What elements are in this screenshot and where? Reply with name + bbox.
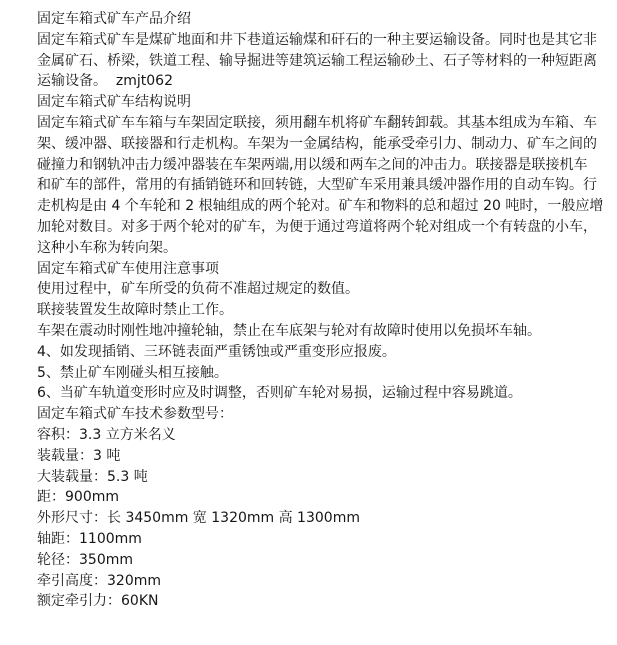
structure-text-line: 走机构是由 4 个车轮和 2 根轴组成的两个轮对。矿车和物料的总和超过 20 吨时，一般应增 <box>37 198 604 215</box>
structure-text-line: 碰撞力和钢轨冲击力缓冲器装在车架两端,用以缓和两车之间的冲击力。联接器是联接机车 <box>37 156 588 173</box>
spec-line-gauge: 距：900mm <box>37 489 119 506</box>
spec-line-wheel-diameter: 轮径：350mm <box>37 551 133 568</box>
structure-text-line: 加轮对数目。对多于两个轮对的矿车，为便于通过弯道将两个轮对组成一个有转盘的小车， <box>37 218 597 235</box>
intro-text-line-with-product-code: 运输设备。 zmjt062 <box>37 73 173 90</box>
spec-line-max-load-capacity: 大装载量：5.3 吨 <box>37 468 148 485</box>
intro-text-line: 固定车箱式矿车是煤矿地面和井下巷道运输煤和矸石的一种主要运输设备。同时也是其它非 <box>37 31 597 48</box>
usage-note-line: 使用过程中，矿车所受的负荷不准超过规定的数值。 <box>37 281 359 298</box>
section-usage-notes <box>37 259 609 405</box>
spec-line-traction-height: 牵引高度：320mm <box>37 572 161 589</box>
section-technical-parameters <box>37 404 609 612</box>
structure-text-line: 架、缓冲器、联接器和行走机构。车架为一金属结构，能承受牵引力、制动力、矿车之间的 <box>37 135 597 152</box>
spec-line-outer-dimensions: 外形尺寸：长 3450mm 宽 1320mm 高 1300mm <box>37 510 360 527</box>
spec-line-load-capacity: 装载量：3 吨 <box>37 447 121 464</box>
intro-text-line: 金属矿石、桥梁，铁道工程、输导掘进等建筑运输工程运输砂土、石子等材料的一种短距离 <box>37 52 597 69</box>
section-title-usage-notes: 固定车箱式矿车使用注意事项 <box>37 260 219 277</box>
usage-note-line: 车架在震动时刚性地冲撞轮轴，禁止在车底架与轮对有故障时使用以免损坏车轴。 <box>37 322 541 339</box>
section-product-intro <box>37 9 609 92</box>
usage-note-line: 联接装置发生故障时禁止工作。 <box>37 302 233 319</box>
structure-text-line: 固定车箱式矿车车箱与车架固定联接，须用翻车机将矿车翻转卸载。其基本组成为车箱、车 <box>37 114 597 131</box>
usage-note-line-6: 6、当矿车轨道变形时应及时调整，否则矿车轮对易损，运输过程中容易跳道。 <box>37 385 522 402</box>
usage-note-line-4: 4、如发现插销、三环链表面严重锈蚀或严重变形应报废。 <box>37 343 396 360</box>
structure-text-line: 和矿车的部件，常用的有插销链环和回转链，大型矿车采用兼具缓冲器作用的自动车钩。行 <box>37 177 597 194</box>
spec-line-volume: 容积：3.3 立方米名义 <box>37 426 176 443</box>
structure-text-line: 这种小车称为转向架。 <box>37 239 177 256</box>
section-structure-description <box>37 92 609 258</box>
spec-line-rated-traction: 额定牵引力：60KN <box>37 593 159 610</box>
section-title-product-intro: 固定车箱式矿车产品介绍 <box>37 11 191 27</box>
usage-note-line-5: 5、禁止矿车刚碰头相互接触。 <box>37 364 228 381</box>
section-title-structure-description: 固定车箱式矿车结构说明 <box>37 94 191 111</box>
spec-line-wheelbase: 轴距：1100mm <box>37 530 142 547</box>
section-title-technical-parameters: 固定车箱式矿车技术参数型号： <box>37 406 233 423</box>
